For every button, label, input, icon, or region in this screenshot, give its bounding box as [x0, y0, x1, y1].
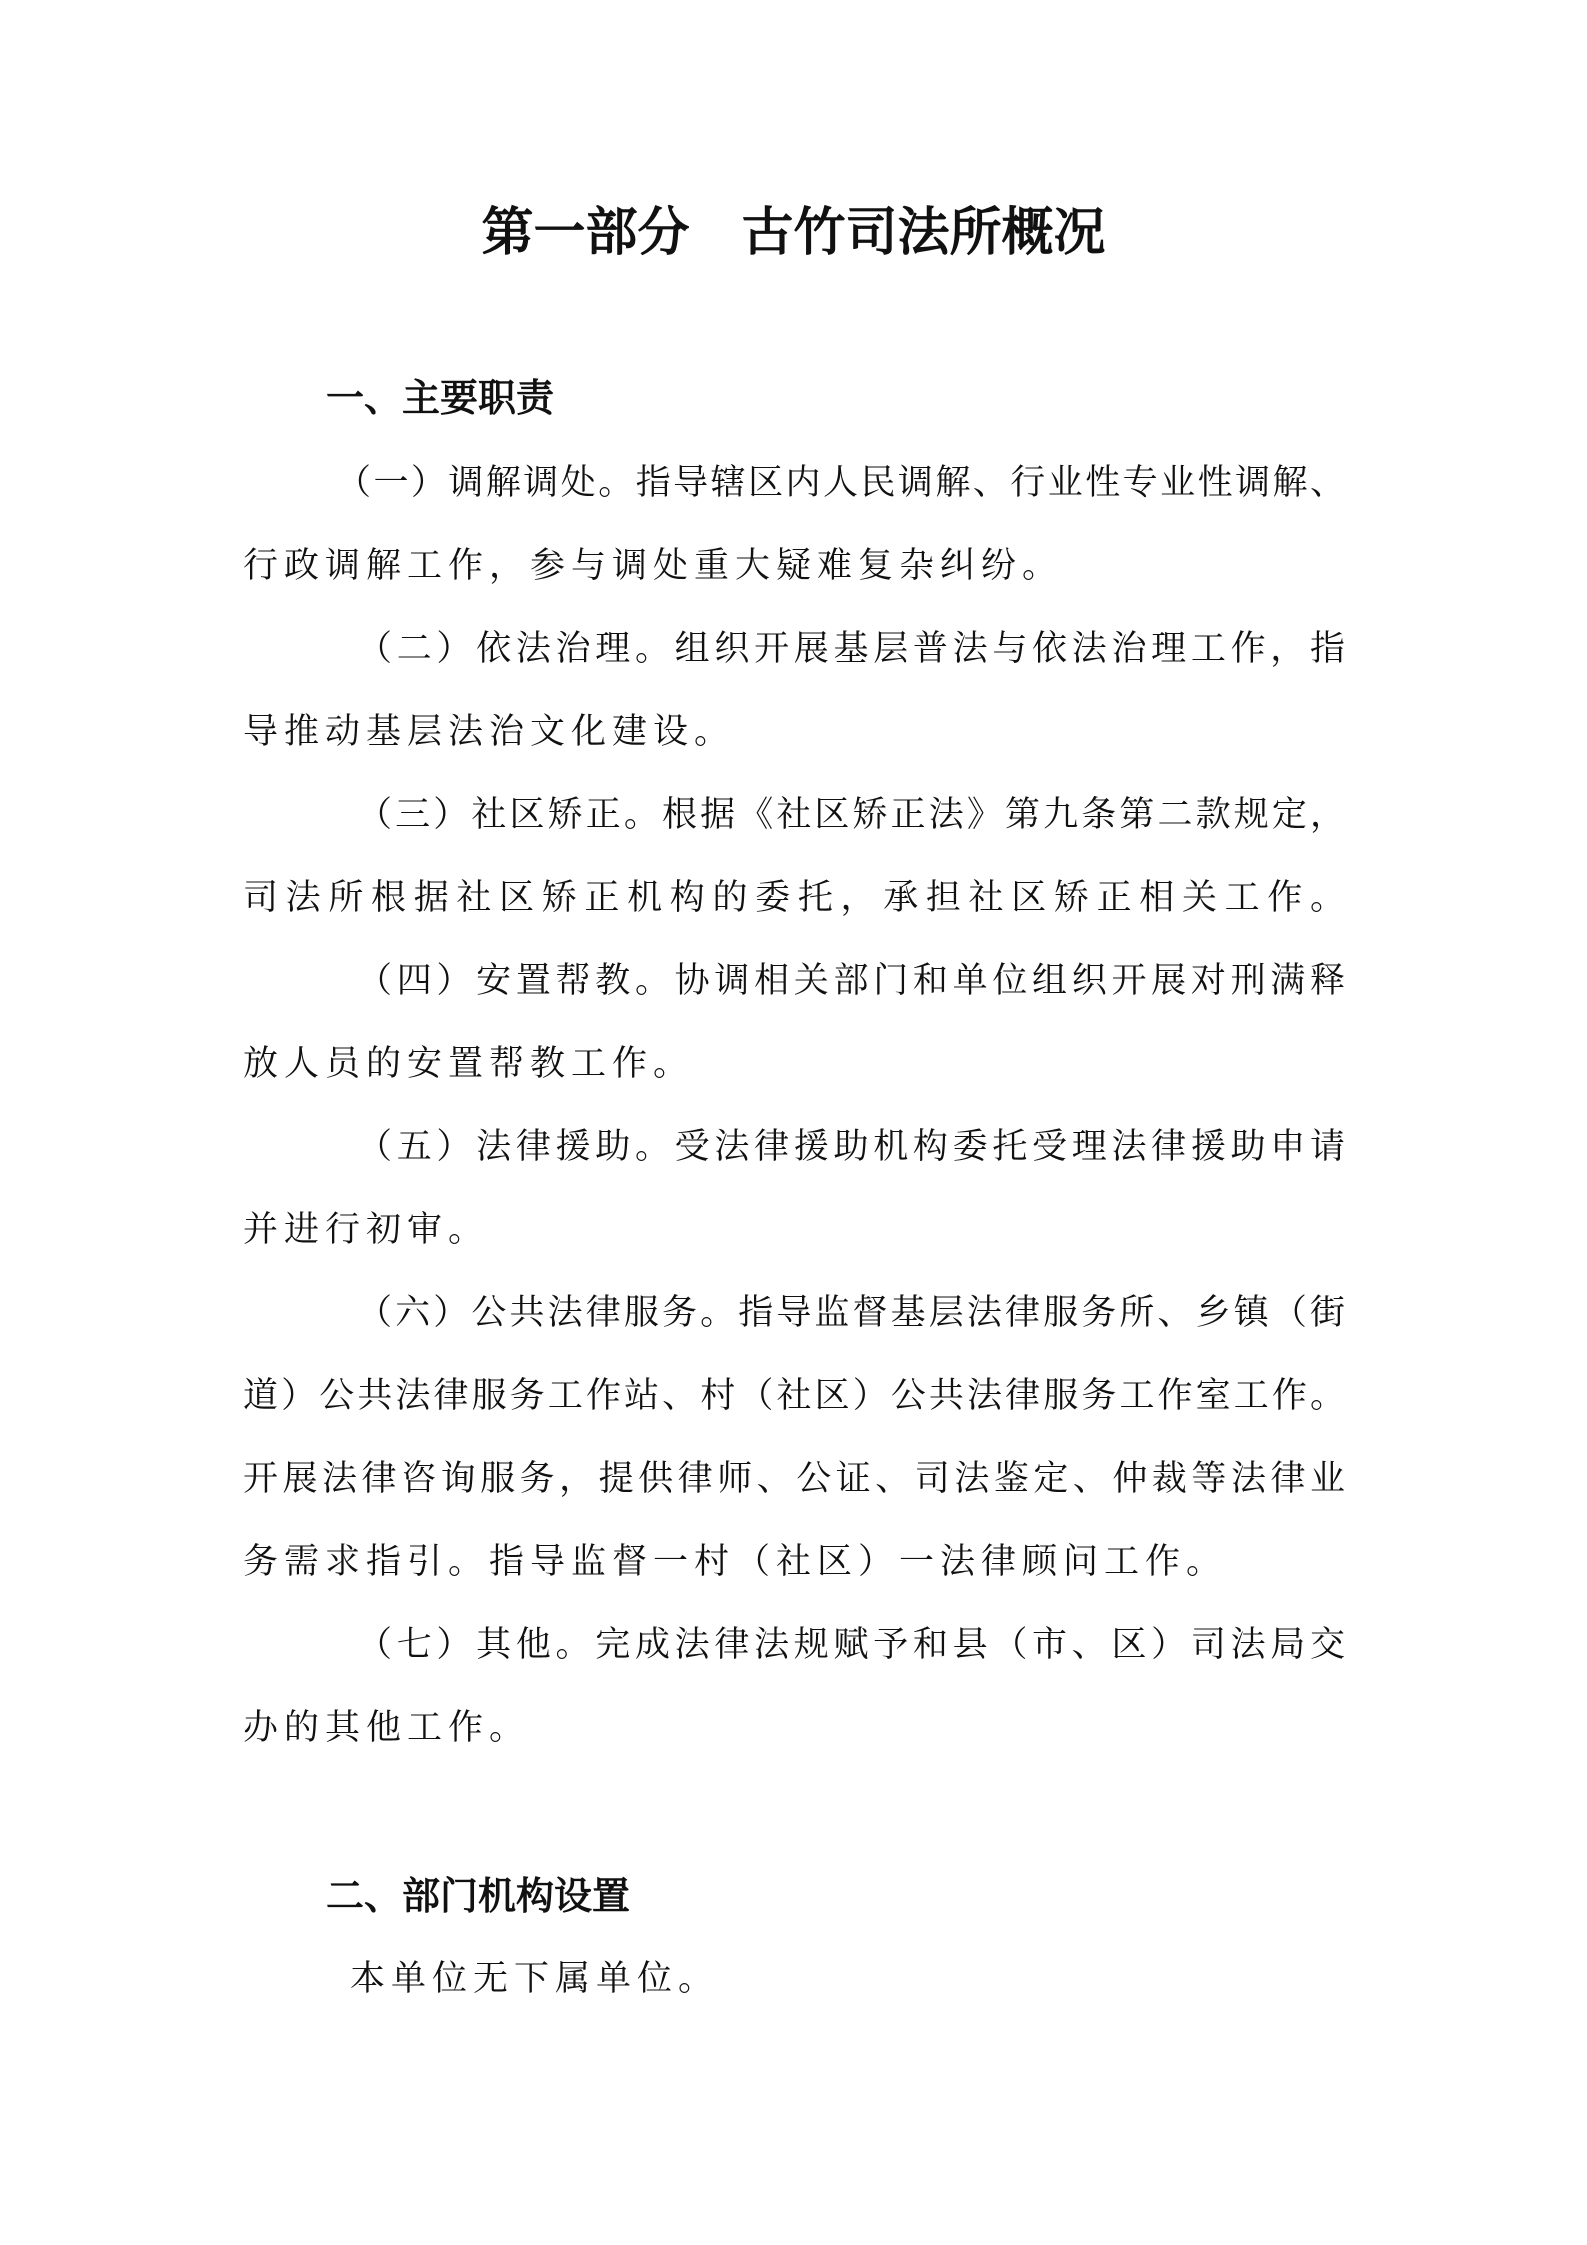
- section-heading-structure: 二、部门机构设置: [326, 1874, 631, 1918]
- paragraph-line: 道）公共法律服务工作站、村（社区）公共法律服务工作室工作。: [243, 1376, 1345, 1416]
- paragraph-line: 导推动基层法治文化建设。: [243, 712, 736, 752]
- paragraph-line: （三）社区矫正。根据《社区矫正法》第九条第二款规定，: [357, 795, 1345, 835]
- paragraph-line: （六）公共法律服务。指导监督基层法律服务所、乡镇（街: [357, 1293, 1345, 1333]
- paragraph-line: 务需求指引。指导监督一村（社区）一法律顾问工作。: [243, 1542, 1228, 1582]
- paragraph-line: 放人员的安置帮教工作。: [243, 1044, 695, 1084]
- paragraph-line: （四）安置帮教。协调相关部门和单位组织开展对刑满释: [357, 961, 1345, 1001]
- paragraph-line: 行政调解工作，参与调处重大疑难复杂纠纷。: [243, 546, 1064, 586]
- paragraph-line: （一）调解调处。指导辖区内人民调解、行业性专业性调解、: [336, 463, 1345, 503]
- paragraph-line: （五）法律援助。受法律援助机构委托受理法律援助申请: [357, 1127, 1345, 1167]
- paragraph-line: 司法所根据社区矫正机构的委托，承担社区矫正相关工作。: [243, 878, 1345, 918]
- paragraph-line: 办的其他工作。: [243, 1708, 531, 1748]
- paragraph-line: （二）依法治理。组织开展基层普法与依法治理工作，指: [357, 629, 1345, 669]
- paragraph-line: 本单位无下属单位。: [350, 1959, 720, 1999]
- paragraph-line: 开展法律咨询服务，提供律师、公证、司法鉴定、仲裁等法律业: [243, 1459, 1345, 1499]
- page-title: 第一部分 古竹司法所概况: [481, 203, 1106, 263]
- section-heading-responsibilities: 一、主要职责: [326, 376, 555, 420]
- paragraph-line: 并进行初审。: [243, 1210, 490, 1250]
- paragraph-line: （七）其他。完成法律法规赋予和县（市、区）司法局交: [357, 1625, 1345, 1665]
